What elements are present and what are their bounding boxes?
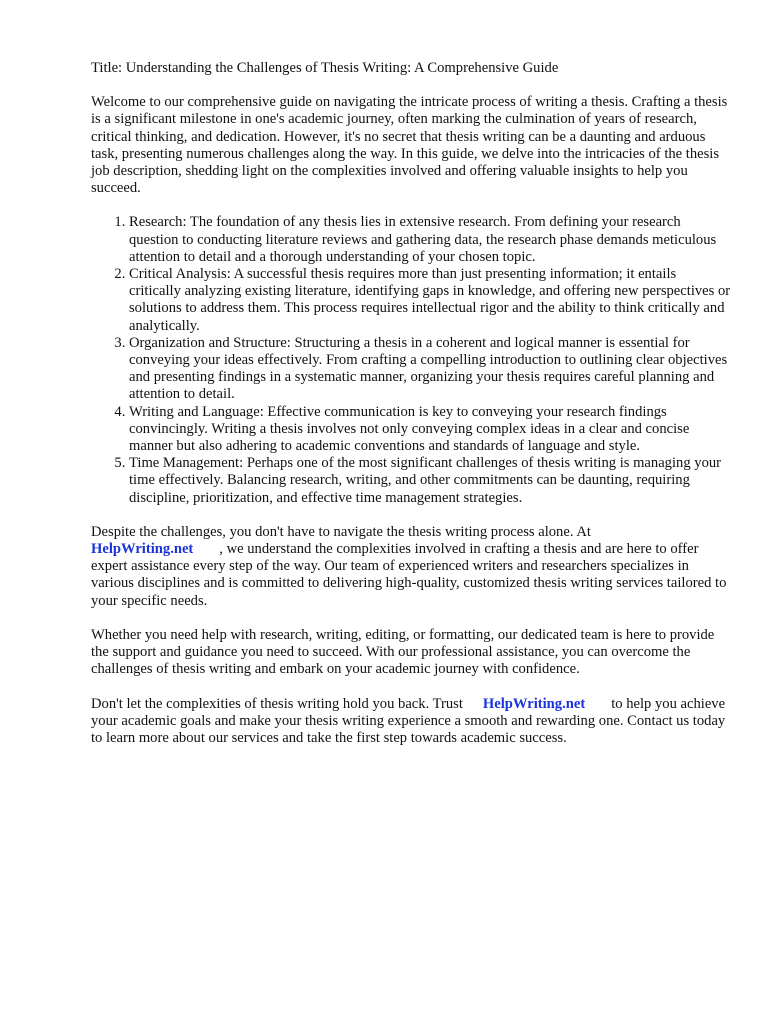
list-item-organization: 3. Organization and Structure: Structuring a thesis in a coherent and logical manner is essential for conveying your ideas effectively. From crafting a compelling introduction to outlining clear objectives and presenting findings in a systematic manner, organizing your thesis requires careful planning and attention to detail. — [129, 335, 731, 404]
list-item-critical-analysis: 2. Critical Analysis: A successful thesis requires more than just presenting information; it entails critically analyzing existing literature, identifying gaps in knowledge, and offering new perspectives or solutions to address them. This process requires intellectual rigor and the ability to think critically and analytically. — [129, 266, 731, 335]
closing-text-start: Don't let the complexities of thesis writing hold you back. Trust — [91, 695, 463, 712]
assistance-text-end: , we understand the complexities involved in crafting a thesis and are here to offer expert assistance every step of the way. Our team of experienced writers and researchers specializes in various disciplines and is committed to delivering high-quality, customized thesis writing services tailored to your specific needs. — [91, 541, 727, 609]
support-paragraph: Whether you need help with research, writing, editing, or formatting, our dedicated team is here to provide the support and guidance you need to succeed. With our professional assistance, you can overcome the challenges of thesis writing and embark on your academic journey with confidence. — [91, 626, 715, 678]
intro-paragraph: Welcome to our comprehensive guide on navigating the intricate process of writing a thesis. Crafting a thesis is a significant milestone in one's academic journey, often marking the culmination of years of research, critical thinking, and dedication. However, it's no secret that thesis writing can be a daunting and arduous task, presenting numerous challenges along the way. In this guide, we delve into the intricacies of the thesis job description, shedding light on the complexities involved and offering valuable insights to help you succeed. — [91, 94, 728, 197]
challenges-list — [91, 214, 731, 506]
closing-text-end: to help you achieve your academic goals and make your thesis writing experience a smooth and rewarding one. Contact us today to learn more about our services and take the first step towards academic success. — [91, 695, 726, 746]
closing-paragraph — [91, 696, 731, 748]
assistance-text-start: Despite the challenges, you don't have to navigate the thesis writing process alone. At — [91, 523, 591, 540]
helpwriting-link-2[interactable]: HelpWriting.net — [482, 695, 586, 712]
document-title: Title: Understanding the Challenges of Thesis Writing: A Comprehensive Guide — [91, 60, 559, 76]
list-item-writing-language: 4. Writing and Language: Effective communication is key to conveying your research findings convincingly. Writing a thesis involves not only conveying complex ideas in a clear and concise manner but also adhering to academic conventions and standards of language and style. — [129, 404, 731, 456]
helpwriting-link-1[interactable]: HelpWriting.net — [91, 541, 194, 558]
list-item-research: 1. Research: The foundation of any thesis lies in extensive research. From defining your research question to conducting literature reviews and gathering data, the research phase demands meticulous attention to detail and a thorough understanding of your chosen topic. — [129, 214, 731, 266]
list-item-time-management: 5. Time Management: Perhaps one of the most significant challenges of thesis writing is managing your time effectively. Balancing research, writing, and other commitments can be daunting, requiring discipline, prioritization, and effective time management strategies. — [129, 455, 731, 507]
assistance-paragraph — [91, 524, 731, 610]
document-page — [91, 60, 731, 764]
